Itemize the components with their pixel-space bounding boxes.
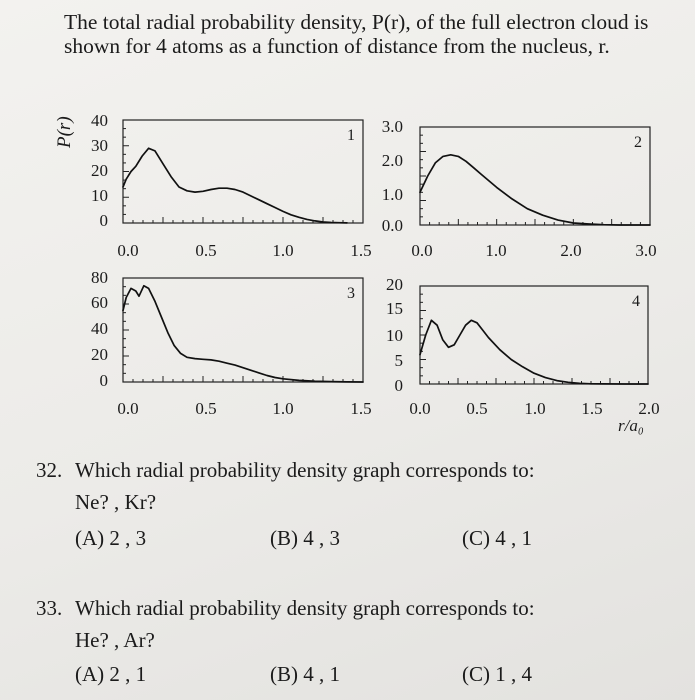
graph-3-ytick: 20 (91, 345, 108, 364)
graph-2-ytick: 1.0 (381, 185, 403, 204)
graph-number-label: 2 (634, 134, 642, 151)
graph-number-label: 4 (632, 293, 640, 310)
graph-3-ytick: 60 (91, 293, 108, 312)
graph-4-xtick: 1.5 (581, 399, 603, 418)
y-axis-label-text: P(r) (54, 116, 75, 148)
question-text: Which radial probability density graph corresponds to: (75, 458, 535, 482)
graph-1-ytick: 0 (99, 211, 108, 230)
graph-2-ytick: 2.0 (381, 151, 403, 170)
option-c[interactable]: (C) 4 , 1 (462, 526, 532, 550)
graph-2-xtick: 0.0 (411, 241, 433, 260)
graph-4-xtick: 0.5 (466, 399, 488, 418)
graph-frame (123, 278, 363, 382)
question-number: 33. (36, 596, 63, 620)
graph-2-ytick: 0.0 (381, 216, 403, 235)
graph-3 (123, 278, 363, 382)
question-text: Which radial probability density graph corresponds to: (75, 596, 535, 620)
graph-3-xtick: 1.5 (350, 399, 372, 418)
graph-3-ytick: 40 (91, 319, 108, 338)
graph-frame (123, 120, 363, 223)
graph-1 (123, 120, 363, 223)
graph-3-xtick: 0.0 (117, 399, 139, 418)
graph-number-label: 3 (347, 285, 355, 302)
graph-3-ytick: 80 (91, 268, 108, 287)
option-a[interactable]: (A) 2 , 3 (75, 526, 147, 550)
option-c[interactable]: (C) 1 , 4 (462, 662, 532, 686)
graph-1-xtick: 0.5 (195, 241, 217, 260)
graph-3-ytick: 0 (99, 371, 108, 390)
graph-2-xtick: 1.0 (485, 241, 507, 260)
graph-number-label: 1 (347, 127, 355, 144)
graph-1-xtick: 1.0 (272, 241, 294, 260)
graph-2-xtick: 2.0 (560, 241, 582, 260)
graph-4-ytick: 15 (386, 299, 403, 318)
graph-4-ytick: 10 (386, 326, 403, 345)
graph-2-ytick: 3.0 (381, 117, 403, 136)
graph-1-xtick: 1.5 (350, 241, 372, 260)
probability-density-curve (420, 320, 648, 384)
graph-2 (420, 127, 650, 225)
graph-3-xtick: 0.5 (195, 399, 217, 418)
graph-4-xtick: 1.0 (524, 399, 546, 418)
intro-text: The total radial probability density, P(r), of the full electron cloud is shown for 4 atoms as a function of distance from the nucleus, r. (64, 10, 649, 58)
graph-1-ytick: 20 (91, 161, 108, 180)
graph-1-ytick: 30 (91, 136, 108, 155)
option-a[interactable]: (A) 2 , 1 (75, 662, 147, 686)
graph-3-xtick: 1.0 (272, 399, 294, 418)
graph-1-ytick: 40 (91, 111, 108, 130)
probability-density-curve (123, 148, 347, 223)
option-b[interactable]: (B) 4 , 1 (270, 662, 340, 686)
question-subjects: Ne? , Kr? (75, 490, 157, 514)
probability-density-curve (420, 155, 650, 225)
graph-frame (420, 286, 648, 384)
question-subjects: He? , Ar? (75, 628, 155, 652)
x-axis-label: r/a₀ (618, 416, 644, 435)
graph-4-ytick: 0 (394, 376, 403, 395)
graph-4-ytick: 20 (386, 275, 403, 294)
graph-1-xtick: 0.0 (117, 241, 139, 260)
graph-4-xtick: 2.0 (638, 399, 660, 418)
graph-4 (420, 286, 648, 384)
graph-frame (420, 127, 650, 225)
graph-4-xtick: 0.0 (409, 399, 431, 418)
graph-4-ytick: 5 (394, 351, 403, 370)
question-number: 32. (36, 458, 63, 482)
graph-2-xtick: 3.0 (635, 241, 657, 260)
graph-1-ytick: 10 (91, 186, 108, 205)
option-b[interactable]: (B) 4 , 3 (270, 526, 340, 550)
probability-density-curve (123, 286, 363, 382)
